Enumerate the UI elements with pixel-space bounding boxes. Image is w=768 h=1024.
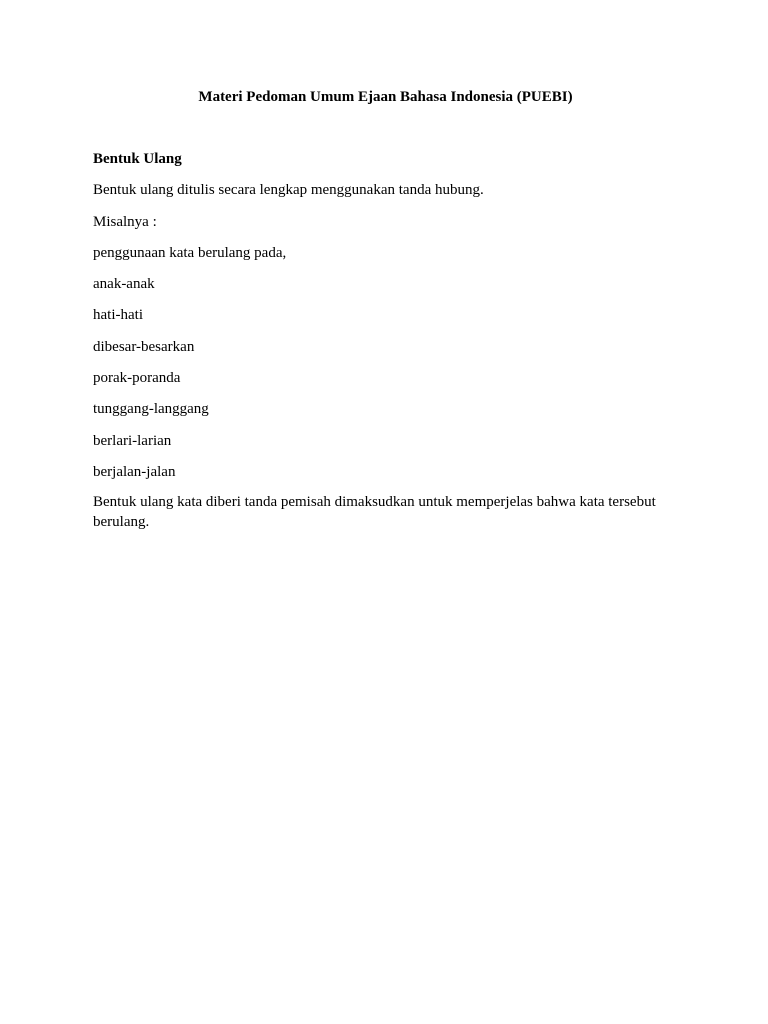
example-item: tunggang-langgang xyxy=(93,401,209,418)
intro-paragraph: Bentuk ulang ditulis secara lengkap menggunakan tanda hubung. xyxy=(93,182,484,199)
example-item: berjalan-jalan xyxy=(93,463,176,480)
closing-paragraph: Bentuk ulang kata diberi tanda pemisah dimaksudkan untuk memperjelas bahwa kata tersebut berulang. xyxy=(93,494,656,530)
example-item: porak-poranda xyxy=(93,370,181,387)
example-item: anak-anak xyxy=(93,276,155,293)
example-item: hati-hati xyxy=(93,307,143,324)
section-heading: Bentuk Ulang xyxy=(93,151,182,167)
example-intro: penggunaan kata berulang pada, xyxy=(93,244,287,261)
example-item: berlari-larian xyxy=(93,432,172,449)
example-label: Misalnya : xyxy=(93,213,157,230)
document-title: Materi Pedoman Umum Ejaan Bahasa Indonesia (PUEBI) xyxy=(198,89,573,105)
example-item: dibesar-besarkan xyxy=(93,338,195,355)
